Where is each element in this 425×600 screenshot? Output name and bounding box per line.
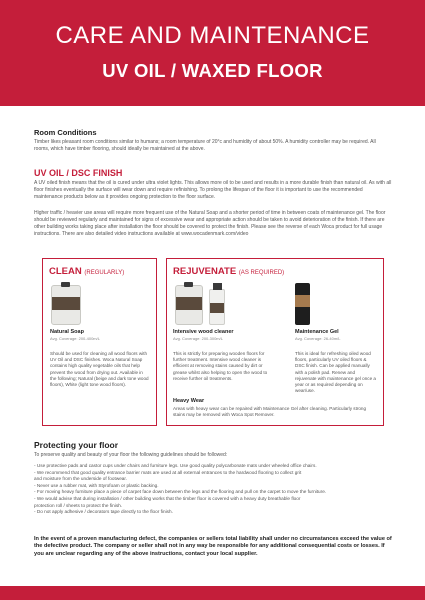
protecting-list-item: - For moving heavy furniture place a piece of carpet face down between the legs and the flooring and pull on the carpet to move the furniture.	[34, 489, 327, 495]
natural-soap-coverage: Avg. Coverage: 200-400m/L	[50, 336, 100, 341]
protecting-list-item: - We would advise that during installation / other building works that the timber floor is covered with a heavy duty breathable floor	[34, 495, 301, 501]
page-title: CARE AND MAINTENANCE	[55, 22, 370, 49]
protecting-intro: To preserve quality and beauty of your floor the following guidelines should be followed:	[34, 452, 228, 458]
maintenance-gel-coverage: Avg. Coverage: 26-40m/L	[295, 336, 341, 341]
uv-oil-heading: UV OIL / DSC FINISH	[34, 168, 123, 178]
protecting-list-item: - Do not apply adhesive / decorators tape directly to the floor finish.	[34, 509, 173, 515]
protecting-list	[34, 463, 394, 516]
protecting-list-item: protection roll / sheets to protect the finish.	[34, 502, 123, 508]
clean-box-title: CLEAN (REGULARLY)	[49, 266, 125, 277]
protecting-list-item: - Use protective pads and castor cups under chairs and furniture legs. Use good quality polycarbonate mats under wheeled office chairs.	[34, 463, 317, 468]
intensive-cleaner-coverage: Avg. Coverage: 200-300m/L	[173, 336, 223, 341]
clean-box	[42, 258, 157, 426]
uv-oil-paragraph-1: A UV oiled finish means that the oil is cured under ultra violet lights. This allows more oil to be used and results in a more durable finish than natural oil. As with all floor finishes eventually the surface will wear down and require refinishing. To prolong the lifespan of the floor it is important to use the recommended maintenance products below as it provides ongoing protection to the floor surface.	[34, 180, 392, 200]
heavy-wear-heading: Heavy Wear	[173, 398, 205, 404]
footer-bar	[0, 586, 425, 600]
natural-soap-description: Should be used for cleaning all wood floors with UV Oil and DSC finishes. Woca Natural Soap contains high quality vegetable oils that help prevent the wood from drying out. Available in the following; Natural (beige and dark tone wood floors), White (light tone wood floors).	[50, 351, 149, 388]
rejuvenate-box	[166, 258, 384, 426]
natural-soap-name: Natural Soap	[50, 329, 84, 335]
spray-bottle-image	[209, 289, 225, 325]
maintenance-gel-tube-image	[295, 283, 310, 325]
intensive-cleaner-name: Intensive wood cleaner	[173, 329, 234, 335]
maintenance-gel-description: This is ideal for refreshing oiled wood floors, particularly UV oiled floors & DSC finish. Can be applied manually with a polish pad. Renew and rejuvenate with maintenance gel once a year or as required depending on wear/use.	[295, 351, 376, 394]
natural-soap-bottle-image	[51, 285, 81, 325]
protecting-list-item: and moisture from the underside of footwear.	[34, 476, 128, 482]
header-banner	[0, 0, 425, 106]
intensive-cleaner-description: This is strictly for preparing wooden floors for further treatment. Intensive wood cleaner is efficient at removing stains caused by dirt or grease whilst also helping to open the wood to receive further oil treatments.	[173, 351, 268, 381]
protecting-heading: Protecting your floor	[34, 440, 119, 450]
page-subtitle: UV OIL / WAXED FLOOR	[102, 60, 323, 81]
protecting-list-item: - We recommend that good quality entrance barrier mats are used at all external entrances to the hardwood flooring to collect grit	[34, 469, 302, 475]
maintenance-gel-name: Maintenance Gel	[295, 329, 339, 335]
uv-oil-paragraph-2: Higher traffic / heavier use areas will require more frequent use of the Natural Soap and a shorter period of time in between coats of maintenance gel. The floor should be reviewed regularly and maintained for signs of excessive wear and appropriate action should be taken to avoid deterioration of the finish. If there are other building works taking place after installation the floor should be covered to protect the finish. Please see the reverse of each Woca product for full usage instructions. There are also detailed video instructions available at www.wocadenmark.com/video	[34, 210, 386, 237]
room-conditions-text: Timber likes pleasant room conditions similar to humans; a room temperature of 20°c and humidity of about 50%. A humidity controller may be required. All rooms, which have timber flooring, should ideally be maintained at the above.	[34, 139, 376, 152]
heavy-wear-text: Areas with heavy wear can be repaired with Maintenance Gel after cleaning. Particularly strong stains may be removed with Woca Spot Remover.	[173, 406, 367, 418]
protecting-list-item: - Never use a rubber mat, with Styrofoam or plastic backing.	[34, 482, 159, 488]
intensive-cleaner-bottle-image	[175, 285, 203, 325]
rejuvenate-box-title: REJUVENATE (AS REQUIRED)	[173, 266, 285, 277]
room-conditions-heading: Room Conditions	[34, 128, 97, 137]
liability-notice: In the event of a proven manufacturing defect, the companies or sellers total liability shall under no circumstances exceed the value of the defective product. The company or seller shall not in any way be responsible for any additional consequential costs or losses. If you are unclear regarding any of the above instructions, contact your local supplier.	[34, 536, 392, 557]
